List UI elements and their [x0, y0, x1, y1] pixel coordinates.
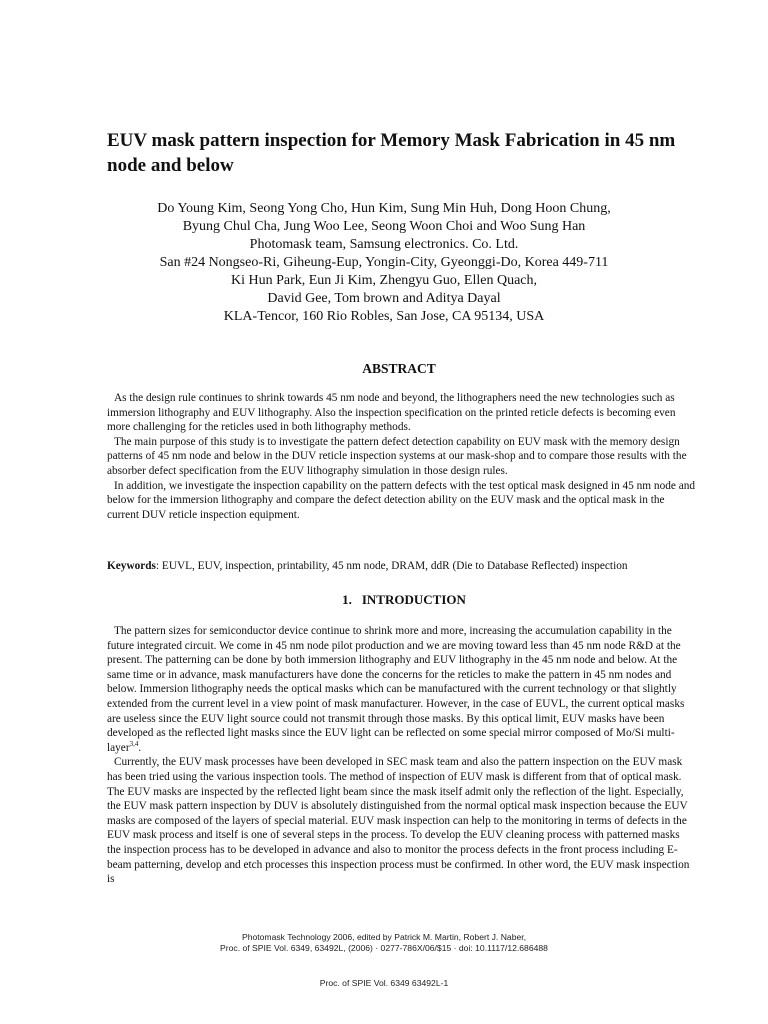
keywords-label: Keywords: [107, 560, 156, 572]
abstract-paragraph: The main purpose of this study is to investigate the pattern defect detection capability on EUV mask with the memory design patterns of 45 nm node and below in the DUV reticle inspection systems at our mask-shop and to compare those results with the absorber defect specification from the EUV lithography simulation in those design rules.: [107, 435, 687, 477]
abstract-body: [107, 391, 695, 522]
intro-paragraph-text: The pattern sizes for semiconductor device continue to shrink more and more, increasing the accumulation capability in the future integrated circuit. We come in 45 nm node pilot production and we are moving toward less than 45 nm node R&D at the present. The patterning can be done by both immersion lithography and EUV lithography in the 45 nm node and below. At the same time or in advance, mask manufacturers have done the concerns for the reticles to make the pattern in 45 nm nodes and below. Immersion lithography needs the optical masks which can be manufactured with the current technology or that slightly extended from the current level in a view point of mask manufacturer. However, in the case of EUVL, the current optical masks are useless since the EUV light source could not transmit through those masks. By this optical limit, EUV masks have been developed as the reflected light masks since the EUV light can be reflected on some special mirror composed of Mo/Si multi-layer: [107, 625, 685, 754]
page-number-footer: Proc. of SPIE Vol. 6349 63492L-1: [319, 978, 449, 988]
paper-title: EUV mask pattern inspection for Memory Mask Fabrication in 45 nm node and below: [107, 130, 676, 176]
address-line: San #24 Nongseo-Ri, Giheung-Eup, Yongin-City, Gyeonggi-Do, Korea 449-711: [159, 255, 609, 270]
affiliation-line: Photomask team, Samsung electronics. Co. Ltd.: [249, 237, 519, 252]
keywords-text: : EUVL, EUV, inspection, printability, 45 nm node, DRAM, ddR (Die to Database Reflected) inspection: [155, 560, 628, 572]
intro-paragraph-end: .: [138, 741, 142, 754]
abstract-paragraph: As the design rule continues to shrink towards 45 nm node and beyond, the lithographers need the new technologies such as immersion lithography and EUV lithography. Also the inspection specification on the printed reticle defects is becoming even more challenging for the reticles used in both lithography methods.: [107, 392, 676, 434]
introduction-body: [107, 624, 695, 887]
author-line: Do Young Kim, Seong Yong Cho, Hun Kim, Sung Min Huh, Dong Hoon Chung,: [157, 201, 611, 216]
author-line: Byung Chul Cha, Jung Woo Lee, Seong Woon Choi and Woo Sung Han: [182, 219, 586, 234]
address-line: KLA-Tencor, 160 Rio Robles, San Jose, CA 95134, USA: [223, 309, 545, 324]
author-line: David Gee, Tom brown and Aditya Dayal: [267, 291, 501, 306]
section-title: INTRODUCTION: [361, 592, 466, 607]
footer-line: Photomask Technology 2006, edited by Patrick M. Martin, Robert J. Naber,: [241, 932, 527, 942]
intro-paragraph: Currently, the EUV mask processes have been developed in SEC mask team and also the pattern inspection on the EUV mask has been tried using the various inspection tools. The method of inspection of EUV mask is different from that of optical mask. The EUV masks are inspected by the reflected light beam since the mask itself admit only the reflection of the light. Especially, the EUV mask pattern inspection by DUV is absolutely distinguished from the normal optical mask inspection because the EUV masks are composed of the layers of special material. EUV mask inspection can help to the monitoring in terms of defects in the EUV mask process and itself is one of several steps in the process. To develop the EUV cleaning process with patterned masks the inspection process has to be developed in advance and also to monitor the process defects in the front process including E-beam patterning, develop and etch processes this inspection process must be confirmed. In other word, the EUV mask inspection is: [107, 756, 690, 886]
keywords-line: [107, 559, 695, 574]
author-line: Ki Hun Park, Eun Ji Kim, Zhengyu Guo, Ellen Quach,: [230, 273, 537, 288]
footer-line: Proc. of SPIE Vol. 6349, 63492L, (2006) · 0277-786X/06/$15 · doi: 10.1117/12.686488: [220, 943, 548, 953]
section-number: 1.: [342, 592, 352, 607]
intro-paragraph: [107, 624, 695, 755]
footer-citation: [0, 932, 768, 954]
citation-ref: 3,4: [129, 739, 139, 748]
section-heading-introduction: [0, 592, 768, 608]
abstract-paragraph: In addition, we investigate the inspection capability on the pattern defects with the test optical mask designed in 45 nm node and below for the immersion lithography and compare the defect detection ability on the EUV mask and the optical mask in the current DUV reticle inspection equipment.: [107, 479, 696, 521]
author-block: [100, 200, 668, 326]
abstract-heading: ABSTRACT: [362, 361, 436, 376]
